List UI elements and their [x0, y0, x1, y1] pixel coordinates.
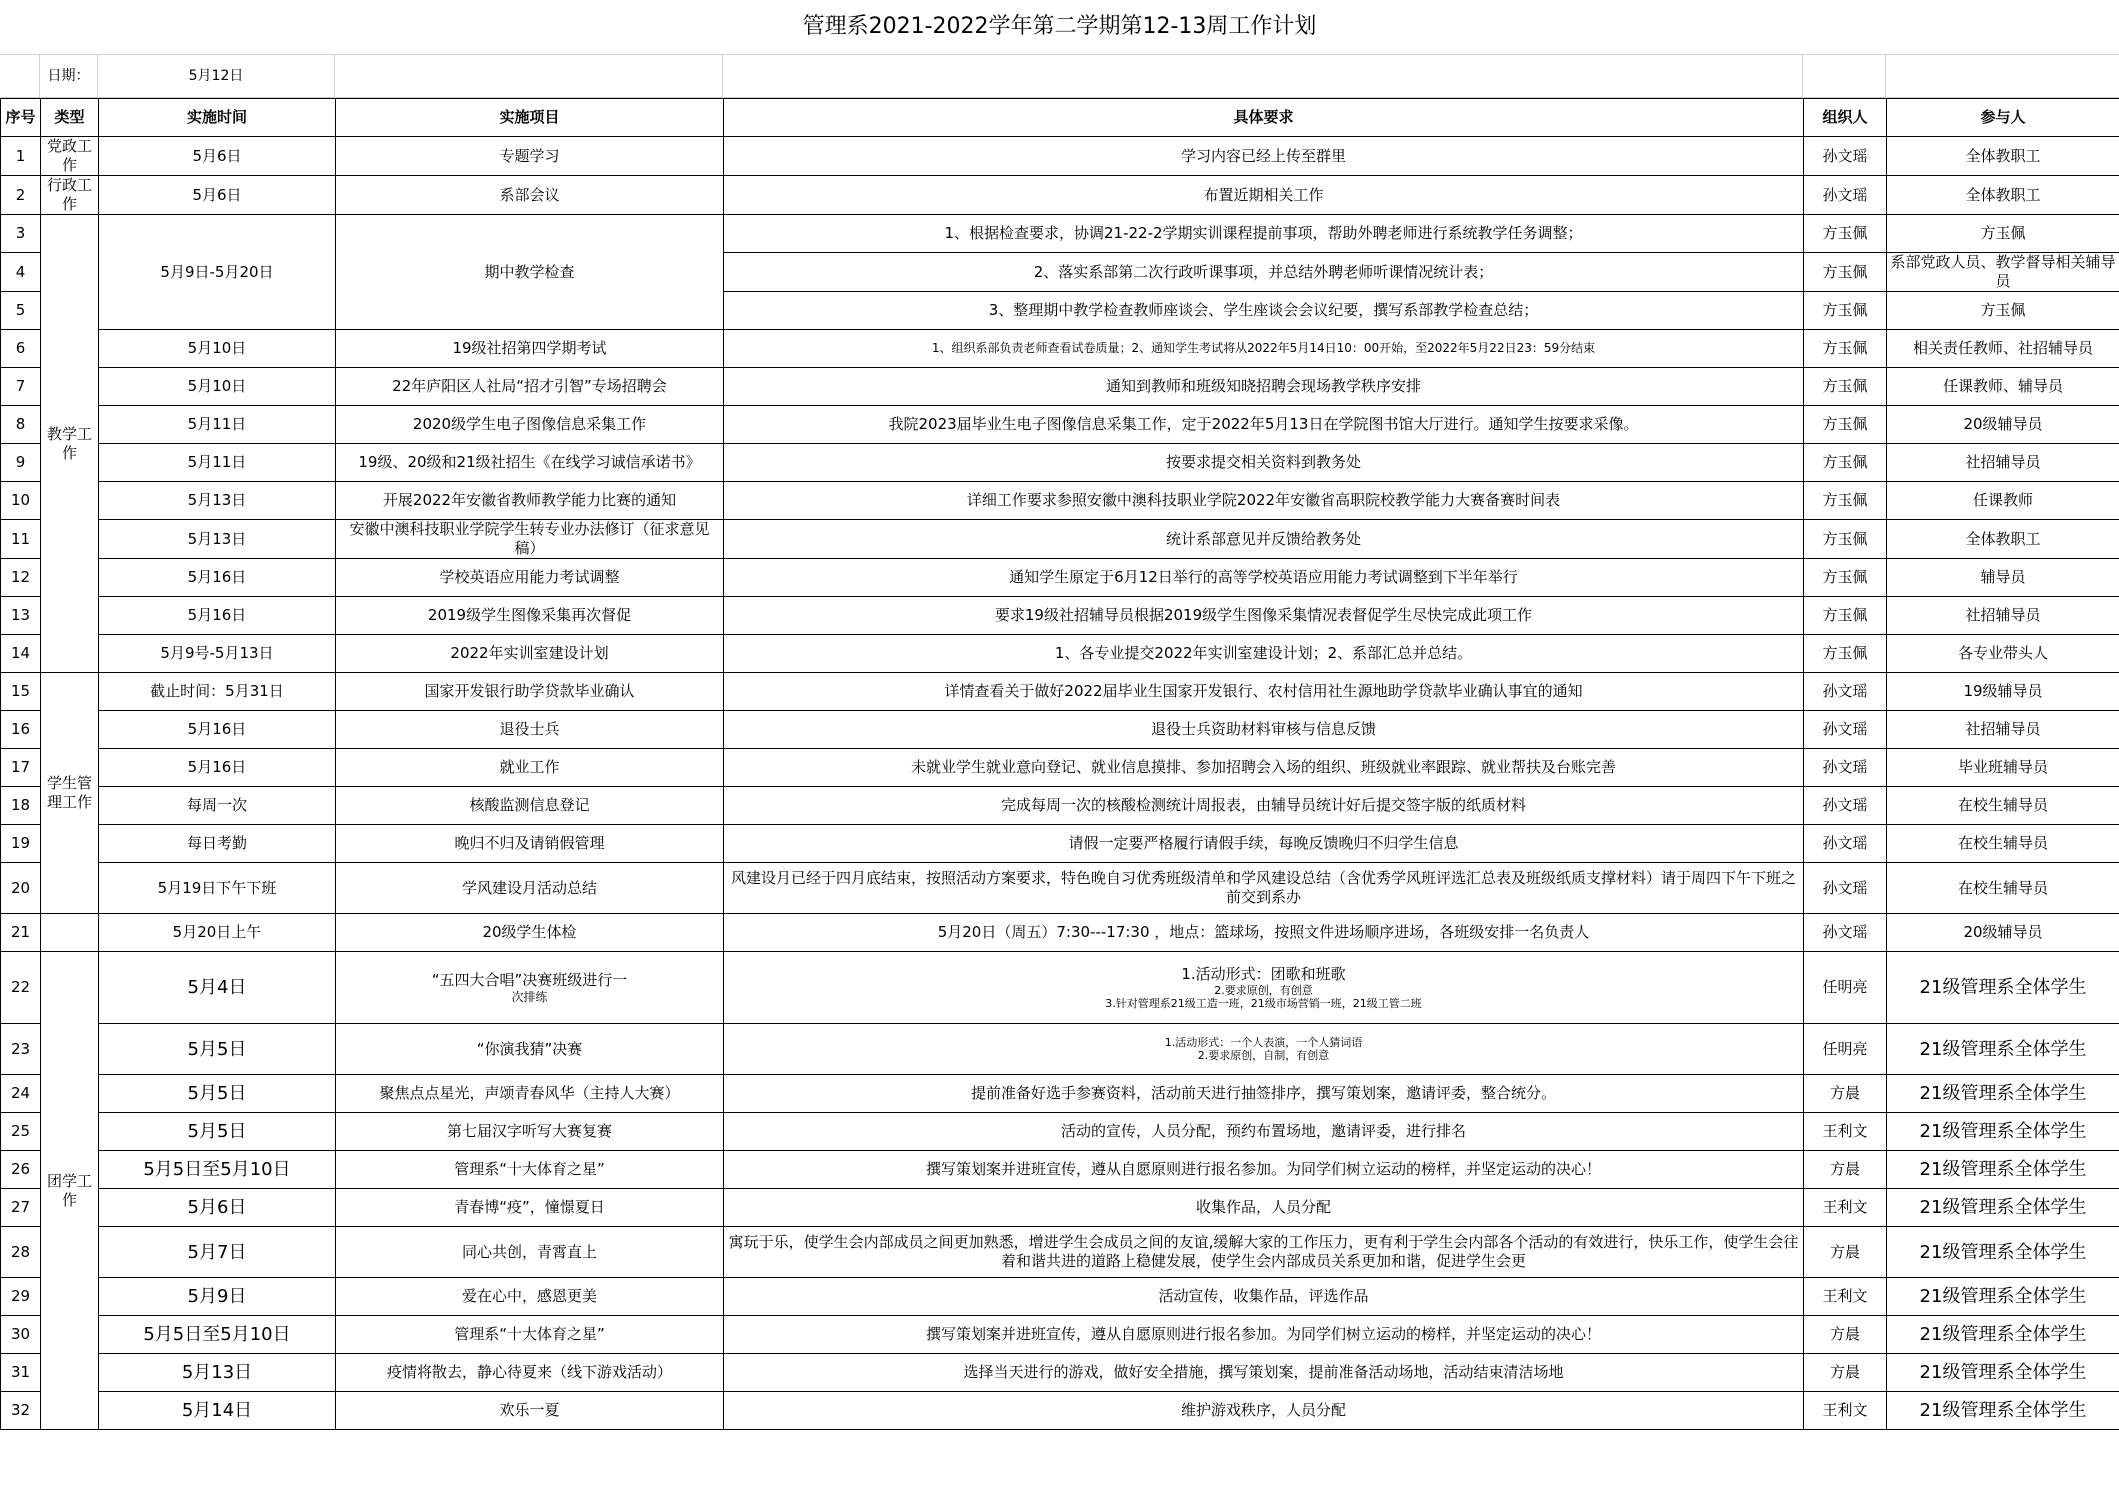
cell-participants[interactable]: 毕业班辅导员 — [1887, 749, 2119, 787]
cell-organizer[interactable]: 孙文瑶 — [1804, 825, 1887, 863]
cell-organizer[interactable]: 方晨 — [1804, 1151, 1887, 1189]
header-row — [1, 99, 2119, 137]
table-row — [1, 1189, 2119, 1227]
cell-item[interactable]: 2020级学生电子图像信息采集工作 — [336, 406, 724, 444]
table-row — [1, 1392, 2119, 1430]
table-row — [1, 597, 2119, 635]
cell-participants[interactable]: 21级管理系全体学生 — [1887, 1024, 2119, 1075]
work-plan-table — [0, 98, 2119, 1430]
cell-time[interactable]: 截止时间：5月31日 — [99, 673, 336, 711]
cell-organizer[interactable]: 任明亮 — [1804, 1024, 1887, 1075]
cell-no[interactable]: 7 — [1, 368, 41, 406]
cell-type[interactable]: 团学工作 — [41, 952, 99, 1430]
cell-organizer[interactable]: 孙文瑶 — [1804, 863, 1887, 914]
cell-time[interactable]: 5月9日-5月20日 — [99, 215, 336, 330]
cell-participants[interactable]: 21级管理系全体学生 — [1887, 1354, 2119, 1392]
table-row — [1, 711, 2119, 749]
cell-item[interactable]: 管理系“十大体育之星” — [336, 1151, 724, 1189]
cell-requirement[interactable]: 学习内容已经上传至群里 — [724, 137, 1804, 176]
cell-item[interactable]: 第七届汉字听写大赛复赛 — [336, 1113, 724, 1151]
cell-participants[interactable]: 社招辅导员 — [1887, 444, 2119, 482]
cell-no[interactable]: 15 — [1, 673, 41, 711]
page-title: 管理系2021-2022学年第二学期第12-13周工作计划 — [0, 0, 2119, 55]
table-row — [1, 444, 2119, 482]
cell-no[interactable]: 1 — [1, 137, 41, 176]
cell-participants[interactable]: 全体教职工 — [1887, 176, 2119, 215]
cell-time[interactable]: 每周一次 — [99, 787, 336, 825]
cell-time[interactable]: 5月10日 — [99, 330, 336, 368]
cell-participants[interactable]: 社招辅导员 — [1887, 597, 2119, 635]
cell-item[interactable]: 晚归不归及请销假管理 — [336, 825, 724, 863]
cell-requirement[interactable]: 未就业学生就业意向登记、就业信息摸排、参加招聘会入场的组织、班级就业率跟踪、就业帮扶及台账完善 — [724, 749, 1804, 787]
cell-no[interactable]: 24 — [1, 1075, 41, 1113]
cell-item[interactable]: 青春博“疫”，憧憬夏日 — [336, 1189, 724, 1227]
cell-type[interactable] — [41, 914, 99, 952]
cell-item[interactable]: 欢乐一夏 — [336, 1392, 724, 1430]
table-row — [1, 176, 2119, 215]
table-row — [1, 520, 2119, 559]
cell-organizer[interactable]: 方玉佩 — [1804, 406, 1887, 444]
cell-requirement[interactable]: 收集作品，人员分配 — [724, 1189, 1804, 1227]
cell-participants[interactable]: 21级管理系全体学生 — [1887, 1278, 2119, 1316]
cell-participants[interactable]: 系部党政人员、教学督导相关辅导员 — [1887, 253, 2119, 292]
table-row — [1, 559, 2119, 597]
cell-time[interactable]: 5月14日 — [99, 1392, 336, 1430]
requirement-line: 2.要求原创，有创意 — [1214, 984, 1313, 997]
cell-requirement[interactable]: 详细工作要求参照安徽中澳科技职业学院2022年安徽省高职院校教学能力大赛备赛时间表 — [724, 482, 1804, 520]
cell-item[interactable]: 19级社招第四学期考试 — [336, 330, 724, 368]
cell-item[interactable]: “你演我猜”决赛 — [336, 1024, 724, 1075]
cell-participants[interactable]: 相关责任教师、社招辅导员 — [1887, 330, 2119, 368]
cell-no[interactable]: 30 — [1, 1316, 41, 1354]
cell-organizer[interactable]: 方晨 — [1804, 1316, 1887, 1354]
cell-time[interactable]: 5月10日 — [99, 368, 336, 406]
cell-organizer[interactable]: 方玉佩 — [1804, 330, 1887, 368]
cell-organizer[interactable]: 方晨 — [1804, 1354, 1887, 1392]
cell-item[interactable]: 就业工作 — [336, 749, 724, 787]
cell-no[interactable]: 5 — [1, 292, 41, 330]
cell-no[interactable]: 25 — [1, 1113, 41, 1151]
cell-requirement[interactable]: 撰写策划案并进班宣传，遵从自愿原则进行报名参加。为同学们树立运动的榜样，并坚定运动的决心！ — [724, 1316, 1804, 1354]
cell-time[interactable]: 5月16日 — [99, 711, 336, 749]
cell-requirement[interactable]: 1、根据检查要求，协调21-22-2学期实训课程提前事项，帮助外聘老师进行系统教学任务调整； — [724, 215, 1804, 253]
cell-requirement[interactable]: 要求19级社招辅导员根据2019级学生图像采集情况表督促学生尽快完成此项工作 — [724, 597, 1804, 635]
cell-participants[interactable]: 在校生辅导员 — [1887, 787, 2119, 825]
cell-requirement[interactable]: 请假一定要严格履行请假手续，每晚反馈晚归不归学生信息 — [724, 825, 1804, 863]
cell-type[interactable]: 党政工作 — [41, 137, 99, 176]
cell-organizer[interactable]: 方玉佩 — [1804, 597, 1887, 635]
cell-no[interactable]: 31 — [1, 1354, 41, 1392]
cell-item[interactable]: 学校英语应用能力考试调整 — [336, 559, 724, 597]
cell-no[interactable]: 20 — [1, 863, 41, 914]
cell-participants[interactable]: 21级管理系全体学生 — [1887, 1151, 2119, 1189]
cell-item-line: 次排练 — [511, 989, 548, 1004]
cell-participants[interactable]: 辅导员 — [1887, 559, 2119, 597]
cell-participants[interactable]: 21级管理系全体学生 — [1887, 1189, 2119, 1227]
cell-type[interactable]: 行政工作 — [41, 176, 99, 215]
cell-time[interactable]: 5月6日 — [99, 176, 336, 215]
header-type: 类型 — [41, 99, 99, 137]
table-row — [1, 1075, 2119, 1113]
cell-participants[interactable]: 21级管理系全体学生 — [1887, 1316, 2119, 1354]
cell-requirement[interactable]: 活动宣传，收集作品，评选作品 — [724, 1278, 1804, 1316]
cell-participants[interactable]: 21级管理系全体学生 — [1887, 952, 2119, 1024]
cell-time[interactable]: 5月6日 — [99, 1189, 336, 1227]
cell-time[interactable]: 5月13日 — [99, 1354, 336, 1392]
cell-no[interactable]: 28 — [1, 1227, 41, 1278]
cell-no[interactable]: 2 — [1, 176, 41, 215]
header-item: 实施项目 — [336, 99, 724, 137]
cell-item[interactable]: 同心共创，青霄直上 — [336, 1227, 724, 1278]
cell-participants[interactable]: 20级辅导员 — [1887, 914, 2119, 952]
cell-organizer[interactable]: 方玉佩 — [1804, 292, 1887, 330]
cell-item[interactable]: 期中教学检查 — [336, 215, 724, 330]
cell-item[interactable]: 系部会议 — [336, 176, 724, 215]
header-organizer: 组织人 — [1804, 99, 1887, 137]
header-requirement: 具体要求 — [724, 99, 1804, 137]
date-label: 日期： — [40, 55, 98, 97]
cell-time[interactable]: 5月19日下午下班 — [99, 863, 336, 914]
cell-organizer[interactable]: 孙文瑶 — [1804, 749, 1887, 787]
cell-organizer[interactable]: 孙文瑶 — [1804, 711, 1887, 749]
cell-time[interactable]: 5月13日 — [99, 520, 336, 559]
cell-requirement[interactable]: 按要求提交相关资料到教务处 — [724, 444, 1804, 482]
cell-requirement[interactable]: 2、落实系部第二次行政听课事项，并总结外聘老师听课情况统计表； — [724, 253, 1804, 292]
table-row — [1, 1151, 2119, 1189]
cell-requirement[interactable]: 5月20日（周五）7:30---17:30 ，地点：篮球场，按照文件进场顺序进场，各班级安排一名负责人 — [724, 914, 1804, 952]
cell-no[interactable]: 13 — [1, 597, 41, 635]
cell-no[interactable]: 17 — [1, 749, 41, 787]
cell-no[interactable]: 32 — [1, 1392, 41, 1430]
cell-requirement[interactable]: 风建设月已经于四月底结束，按照活动方案要求，特色晚自习优秀班级清单和学风建设总结（含优秀学风班评选汇总表及班级纸质支撑材料）请于周四下午下班之前交到系办 — [724, 863, 1804, 914]
cell-participants[interactable]: 21级管理系全体学生 — [1887, 1113, 2119, 1151]
cell-participants[interactable]: 全体教职工 — [1887, 137, 2119, 176]
cell-no[interactable]: 26 — [1, 1151, 41, 1189]
cell-participants[interactable]: 各专业带头人 — [1887, 635, 2119, 673]
cell-organizer[interactable]: 方玉佩 — [1804, 444, 1887, 482]
cell-requirement[interactable]: 1、各专业提交2022年实训室建设计划；2、系部汇总并总结。 — [724, 635, 1804, 673]
cell-requirement[interactable]: 通知学生原定于6月12日举行的高等学校英语应用能力考试调整到下半年举行 — [724, 559, 1804, 597]
cell-time[interactable]: 5月13日 — [99, 482, 336, 520]
cell-type[interactable]: 学生管理工作 — [41, 673, 99, 914]
cell-item[interactable]: 学风建设月活动总结 — [336, 863, 724, 914]
cell-participants[interactable]: 社招辅导员 — [1887, 711, 2119, 749]
table-row — [1, 215, 2119, 253]
cell-no[interactable]: 16 — [1, 711, 41, 749]
cell-organizer[interactable]: 孙文瑶 — [1804, 137, 1887, 176]
table-row — [1, 825, 2119, 863]
cell-time[interactable]: 5月5日 — [99, 1024, 336, 1075]
requirement-line: 2.要求原创，自制，有创意 — [1197, 1049, 1330, 1062]
cell-requirement[interactable]: 维护游戏秩序，人员分配 — [724, 1392, 1804, 1430]
cell-item[interactable] — [336, 952, 724, 1024]
cell-requirement[interactable]: 统计系部意见并反馈给教务处 — [724, 520, 1804, 559]
cell-participants[interactable]: 20级辅导员 — [1887, 406, 2119, 444]
cell-time[interactable]: 5月5日 — [99, 1113, 336, 1151]
cell-item-line: “五四大合唱”决赛班级进行一 — [431, 970, 628, 989]
requirement-line: 1.活动形式：团歌和班歌 — [1181, 965, 1346, 983]
header-no: 序号 — [1, 99, 41, 137]
cell-participants[interactable]: 在校生辅导员 — [1887, 825, 2119, 863]
cell-time[interactable]: 5月16日 — [99, 749, 336, 787]
cell-no[interactable]: 19 — [1, 825, 41, 863]
cell-organizer[interactable]: 方玉佩 — [1804, 368, 1887, 406]
table-row — [1, 1024, 2119, 1075]
cell-organizer[interactable]: 方玉佩 — [1804, 253, 1887, 292]
cell-participants[interactable]: 方玉佩 — [1887, 292, 2119, 330]
cell-no[interactable]: 23 — [1, 1024, 41, 1075]
cell-no[interactable]: 12 — [1, 559, 41, 597]
cell-requirement[interactable] — [724, 952, 1804, 1024]
cell-requirement[interactable]: 1、组织系部负责老师查看试卷质量；2、通知学生考试将从2022年5月14日10：00开始，至2022年5月22日23：59分结束 — [724, 330, 1804, 368]
cell-organizer[interactable]: 王利文 — [1804, 1278, 1887, 1316]
table-row — [1, 1227, 2119, 1278]
cell-organizer[interactable]: 王利文 — [1804, 1113, 1887, 1151]
cell-requirement[interactable]: 寓玩于乐，使学生会内部成员之间更加熟悉，增进学生会成员之间的友谊,缓解大家的工作压力，更有利于学生会内部各个活动的有效进行，快乐工作，使学生会往着和谐共进的道路上稳健发展，使学生会内部成员关系更加和谐，促进学生会更 — [724, 1227, 1804, 1278]
cell-participants[interactable]: 任课教师 — [1887, 482, 2119, 520]
cell-item[interactable]: 2019级学生图像采集再次督促 — [336, 597, 724, 635]
table-row — [1, 1278, 2119, 1316]
cell-organizer[interactable]: 王利文 — [1804, 1189, 1887, 1227]
cell-requirement[interactable]: 选择当天进行的游戏，做好安全措施，撰写策划案，提前准备活动场地，活动结束清洁场地 — [724, 1354, 1804, 1392]
table-row — [1, 1316, 2119, 1354]
cell-no[interactable]: 10 — [1, 482, 41, 520]
cell-no[interactable]: 11 — [1, 520, 41, 559]
cell-requirement[interactable]: 完成每周一次的核酸检测统计周报表，由辅导员统计好后提交签字版的纸质材料 — [724, 787, 1804, 825]
cell-item[interactable]: 20级学生体检 — [336, 914, 724, 952]
cell-no[interactable]: 27 — [1, 1189, 41, 1227]
cell-organizer[interactable]: 方玉佩 — [1804, 482, 1887, 520]
cell-organizer[interactable]: 方玉佩 — [1804, 635, 1887, 673]
cell-item[interactable]: 安徽中澳科技职业学院学生转专业办法修订（征求意见稿） — [336, 520, 724, 559]
cell-time[interactable]: 5月16日 — [99, 559, 336, 597]
cell-item[interactable]: 22年庐阳区人社局“招才引智”专场招聘会 — [336, 368, 724, 406]
cell-participants[interactable]: 21级管理系全体学生 — [1887, 1227, 2119, 1278]
cell-no[interactable]: 8 — [1, 406, 41, 444]
cell-organizer[interactable]: 任明亮 — [1804, 952, 1887, 1024]
cell-organizer[interactable]: 方玉佩 — [1804, 520, 1887, 559]
cell-participants[interactable]: 19级辅导员 — [1887, 673, 2119, 711]
cell-time[interactable]: 5月5日至5月10日 — [99, 1316, 336, 1354]
table-row — [1, 482, 2119, 520]
cell-requirement[interactable]: 详情查看关于做好2022届毕业生国家开发银行、农村信用社生源地助学贷款毕业确认事宜的通知 — [724, 673, 1804, 711]
cell-no[interactable]: 6 — [1, 330, 41, 368]
table-row — [1, 1354, 2119, 1392]
cell-item[interactable]: 管理系“十大体育之星” — [336, 1316, 724, 1354]
cell-organizer[interactable]: 方玉佩 — [1804, 215, 1887, 253]
requirement-line: 3.针对管理系21级工造一班，21级市场营销一班，21级工管二班 — [1105, 997, 1422, 1010]
cell-item[interactable]: 疫情将散去，静心待夏来（线下游戏活动） — [336, 1354, 724, 1392]
header-time: 实施时间 — [99, 99, 336, 137]
cell-time[interactable]: 5月11日 — [99, 406, 336, 444]
cell-item[interactable]: 19级、20级和21级社招生《在线学习诚信承诺书》 — [336, 444, 724, 482]
cell-time[interactable]: 5月5日 — [99, 1075, 336, 1113]
cell-organizer[interactable]: 孙文瑶 — [1804, 673, 1887, 711]
cell-participants[interactable]: 方玉佩 — [1887, 215, 2119, 253]
cell-item[interactable]: 2022年实训室建设计划 — [336, 635, 724, 673]
cell-no[interactable]: 21 — [1, 914, 41, 952]
cell-no[interactable]: 29 — [1, 1278, 41, 1316]
cell-no[interactable]: 22 — [1, 952, 41, 1024]
cell-time[interactable]: 5月20日上午 — [99, 914, 336, 952]
cell-requirement[interactable]: 布置近期相关工作 — [724, 176, 1804, 215]
cell-time[interactable]: 5月7日 — [99, 1227, 336, 1278]
table-row — [1, 1113, 2119, 1151]
cell-item[interactable]: 聚焦点点星光，声颂青春风华（主持人大赛） — [336, 1075, 724, 1113]
cell-no[interactable]: 9 — [1, 444, 41, 482]
cell-requirement[interactable]: 退役士兵资助材料审核与信息反馈 — [724, 711, 1804, 749]
cell-organizer[interactable]: 孙文瑶 — [1804, 787, 1887, 825]
cell-type[interactable]: 教学工作 — [41, 215, 99, 673]
table-row — [1, 863, 2119, 914]
cell-organizer[interactable]: 方玉佩 — [1804, 559, 1887, 597]
cell-participants[interactable]: 21级管理系全体学生 — [1887, 1392, 2119, 1430]
cell-item[interactable]: 开展2022年安徽省教师教学能力比赛的通知 — [336, 482, 724, 520]
table-row — [1, 368, 2119, 406]
date-value[interactable]: 5月12日 — [98, 55, 335, 97]
cell-item[interactable]: 核酸监测信息登记 — [336, 787, 724, 825]
cell-time[interactable]: 5月9日 — [99, 1278, 336, 1316]
table-row — [1, 787, 2119, 825]
cell-no[interactable]: 14 — [1, 635, 41, 673]
cell-participants[interactable]: 任课教师、辅导员 — [1887, 368, 2119, 406]
cell-no[interactable]: 4 — [1, 253, 41, 292]
cell-item[interactable]: 专题学习 — [336, 137, 724, 176]
cell-requirement[interactable]: 撰写策划案并进班宣传，遵从自愿原则进行报名参加。为同学们树立运动的榜样，并坚定运动的决心！ — [724, 1151, 1804, 1189]
cell-time[interactable]: 5月16日 — [99, 597, 336, 635]
header-participants: 参与人 — [1887, 99, 2119, 137]
cell-item[interactable]: 爱在心中，感恩更美 — [336, 1278, 724, 1316]
cell-item[interactable]: 退役士兵 — [336, 711, 724, 749]
cell-organizer[interactable]: 方晨 — [1804, 1227, 1887, 1278]
cell-no[interactable]: 3 — [1, 215, 41, 253]
table-row — [1, 330, 2119, 368]
cell-organizer[interactable]: 孙文瑶 — [1804, 176, 1887, 215]
cell-time[interactable]: 5月9号-5月13日 — [99, 635, 336, 673]
cell-participants[interactable]: 21级管理系全体学生 — [1887, 1075, 2119, 1113]
cell-requirement[interactable]: 3、整理期中教学检查教师座谈会、学生座谈会会议纪要，撰写系部教学检查总结； — [724, 292, 1804, 330]
cell-participants[interactable]: 在校生辅导员 — [1887, 863, 2119, 914]
cell-organizer[interactable]: 方晨 — [1804, 1075, 1887, 1113]
cell-item[interactable]: 国家开发银行助学贷款毕业确认 — [336, 673, 724, 711]
cell-time[interactable]: 5月11日 — [99, 444, 336, 482]
cell-organizer[interactable]: 王利文 — [1804, 1392, 1887, 1430]
table-row — [1, 635, 2119, 673]
table-row — [1, 914, 2119, 952]
cell-no[interactable]: 18 — [1, 787, 41, 825]
cell-time[interactable]: 每日考勤 — [99, 825, 336, 863]
cell-time[interactable]: 5月4日 — [99, 952, 336, 1024]
cell-requirement[interactable] — [724, 1024, 1804, 1075]
date-row — [0, 55, 2119, 98]
cell-time[interactable]: 5月6日 — [99, 137, 336, 176]
cell-organizer[interactable]: 孙文瑶 — [1804, 914, 1887, 952]
table-row — [1, 406, 2119, 444]
cell-requirement[interactable]: 通知到教师和班级知晓招聘会现场教学秩序安排 — [724, 368, 1804, 406]
table-row — [1, 749, 2119, 787]
table-row — [1, 952, 2119, 1024]
cell-requirement[interactable]: 活动的宣传，人员分配，预约布置场地，邀请评委，进行排名 — [724, 1113, 1804, 1151]
cell-requirement[interactable]: 我院2023届毕业生电子图像信息采集工作，定于2022年5月13日在学院图书馆大厅进行。通知学生按要求采像。 — [724, 406, 1804, 444]
requirement-line: 1.活动形式：一个人表演，一个人猜词语 — [1164, 1036, 1363, 1049]
cell-time[interactable]: 5月5日至5月10日 — [99, 1151, 336, 1189]
table-row — [1, 137, 2119, 176]
table-row — [1, 673, 2119, 711]
cell-requirement[interactable]: 提前准备好选手参赛资料，活动前天进行抽签排序，撰写策划案，邀请评委，整合统分。 — [724, 1075, 1804, 1113]
cell-participants[interactable]: 全体教职工 — [1887, 520, 2119, 559]
